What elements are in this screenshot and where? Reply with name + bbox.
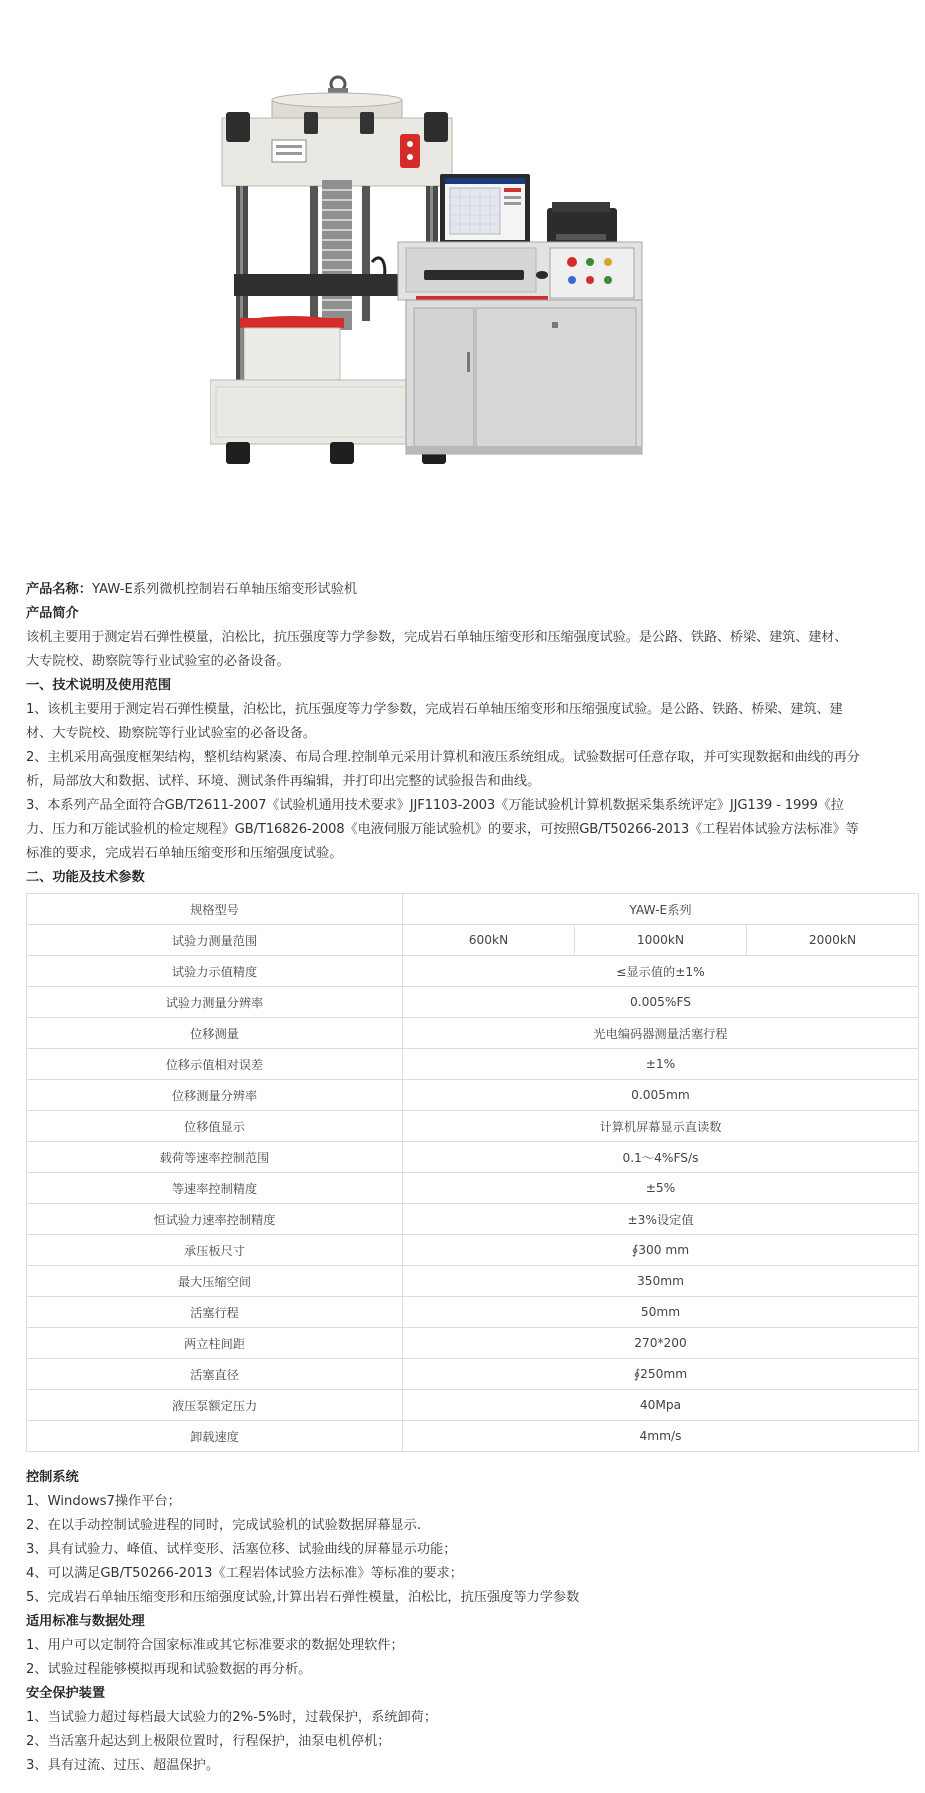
spec-label: 活塞直径	[27, 1359, 403, 1390]
list-item: 2、当活塞升起达到上极限位置时，行程保护，油泵电机停机；	[26, 1734, 391, 1749]
spec-value: ±5%	[403, 1173, 919, 1204]
spec-value: 光电编码器测量活塞行程	[403, 1018, 919, 1049]
list-item: 5、完成岩石单轴压缩变形和压缩强度试验,计算出岩石弹性模量，泊松比，抗压强度等力学参数	[26, 1590, 580, 1605]
product-image	[210, 62, 745, 532]
spec-value: ≤显示值的±1%	[403, 956, 919, 987]
table-row	[27, 1111, 919, 1142]
machine-illustration	[210, 62, 745, 532]
section1-paragraph-line: 标准的要求，完成岩石单轴压缩变形和压缩强度试验。	[26, 846, 343, 861]
table-row	[27, 1266, 919, 1297]
spec-value: 1000kN	[575, 925, 747, 956]
table-row	[27, 1328, 919, 1359]
control-heading: 控制系统	[26, 1470, 79, 1485]
spec-value: 计算机屏幕显示直读数	[403, 1111, 919, 1142]
spec-value: YAW-E系列	[403, 894, 919, 925]
spec-value: ∮250mm	[403, 1359, 919, 1390]
standards-heading: 适用标准与数据处理	[26, 1614, 145, 1629]
list-item: 1、当试验力超过每档最大试验力的2%-5%时，过载保护，系统卸荷；	[26, 1710, 438, 1725]
spec-label: 试验力示值精度	[27, 956, 403, 987]
table-row	[27, 894, 919, 925]
list-item: 4、可以满足GB/T50266-2013《工程岩体试验方法标准》等标准的要求；	[26, 1566, 463, 1581]
table-row	[27, 1018, 919, 1049]
spec-label: 规格型号	[27, 894, 403, 925]
table-row	[27, 987, 919, 1018]
table-row	[27, 1049, 919, 1080]
table-row	[27, 1359, 919, 1390]
spec-value: 270*200	[403, 1328, 919, 1359]
spec-label: 卸载速度	[27, 1421, 403, 1452]
spec-value: 50mm	[403, 1297, 919, 1328]
spec-label: 位移值显示	[27, 1111, 403, 1142]
product-name-label: 产品名称：	[26, 582, 92, 597]
spec-value: 350mm	[403, 1266, 919, 1297]
list-item: 2、在以手动控制试验进程的同时，完成试验机的试验数据屏幕显示.	[26, 1518, 422, 1533]
intro-heading: 产品简介	[26, 606, 79, 621]
list-item: 1、Windows7操作平台；	[26, 1494, 181, 1509]
spec-label: 载荷等速率控制范围	[27, 1142, 403, 1173]
spec-label: 最大压缩空间	[27, 1266, 403, 1297]
section1-paragraph-line: 3、本系列产品全面符合GB/T2611-2007《试验机通用技术要求》JJF1103-2003《万能试验机计算机数据采集系统评定》JJG139 - 1999《拉	[26, 798, 844, 813]
table-row	[27, 1297, 919, 1328]
section1-paragraph-line: 力、压力和万能试验机的检定规程》GB/T16826-2008《电液伺服万能试验机》的要求，可按照GB/T50266-2013《工程岩体试验方法标准》等	[26, 822, 859, 837]
table-row	[27, 1390, 919, 1421]
spec-label: 恒试验力速率控制精度	[27, 1204, 403, 1235]
spec-label: 液压泵额定压力	[27, 1390, 403, 1421]
table-row	[27, 925, 919, 956]
table-row	[27, 1173, 919, 1204]
table-row	[27, 956, 919, 987]
spec-table	[26, 893, 919, 1452]
product-name-line	[26, 578, 919, 602]
spec-value: 0.005%FS	[403, 987, 919, 1018]
spec-label: 两立柱间距	[27, 1328, 403, 1359]
spec-label: 位移测量	[27, 1018, 403, 1049]
section1-paragraph-line: 析，局部放大和数据、试样、环境、测试条件再编辑，并打印出完整的试验报告和曲线。	[26, 774, 541, 789]
spec-label: 位移示值相对误差	[27, 1049, 403, 1080]
product-description	[26, 578, 919, 1778]
section1-paragraph-line: 1、该机主要用于测定岩石弹性模量，泊松比，抗压强度等力学参数，完成岩石单轴压缩变形和压缩强度试验。是公路、铁路、桥梁、建筑、建	[26, 702, 843, 717]
section1-paragraph-line: 材、大专院校、勘察院等行业试验室的必备设备。	[26, 726, 317, 741]
spec-label: 活塞行程	[27, 1297, 403, 1328]
spec-label: 试验力测量范围	[27, 925, 403, 956]
spec-label: 位移测量分辨率	[27, 1080, 403, 1111]
spec-value: 2000kN	[747, 925, 919, 956]
table-row	[27, 1204, 919, 1235]
spec-value: ±3%设定值	[403, 1204, 919, 1235]
section1-paragraph-line: 2、主机采用高强度框架结构，整机结构紧凑、布局合理.控制单元采用计算机和液压系统组成。试验数据可任意存取，并可实现数据和曲线的再分	[26, 750, 860, 765]
spec-label: 试验力测量分辨率	[27, 987, 403, 1018]
spec-value: ±1%	[403, 1049, 919, 1080]
table-row	[27, 1080, 919, 1111]
table-row	[27, 1142, 919, 1173]
table-row	[27, 1421, 919, 1452]
intro-line: 大专院校、勘察院等行业试验室的必备设备。	[26, 654, 290, 669]
spec-value: 0.1～4%FS/s	[403, 1142, 919, 1173]
list-item: 1、用户可以定制符合国家标准或其它标准要求的数据处理软件；	[26, 1638, 404, 1653]
section1-heading: 一、技术说明及使用范围	[26, 678, 172, 693]
intro-line: 该机主要用于测定岩石弹性模量，泊松比，抗压强度等力学参数，完成岩石单轴压缩变形和压缩强度试验。是公路、铁路、桥梁、建筑、建材、	[26, 630, 848, 645]
product-name-value: YAW-E系列微机控制岩石单轴压缩变形试验机	[91, 582, 358, 597]
safety-heading: 安全保护装置	[26, 1686, 106, 1701]
spec-label: 等速率控制精度	[27, 1173, 403, 1204]
list-item: 3、具有试验力、峰值、试样变形、活塞位移、试验曲线的屏幕显示功能；	[26, 1542, 457, 1557]
spec-value: 600kN	[403, 925, 575, 956]
list-item: 2、试验过程能够模拟再现和试验数据的再分析。	[26, 1662, 312, 1677]
table-row	[27, 1235, 919, 1266]
section2-heading: 二、功能及技术参数	[26, 870, 145, 885]
list-item: 3、具有过流、过压、超温保护。	[26, 1758, 220, 1773]
spec-value: 40Mpa	[403, 1390, 919, 1421]
spec-value: ∮300 mm	[403, 1235, 919, 1266]
spec-value: 4mm/s	[403, 1421, 919, 1452]
spec-value: 0.005mm	[403, 1080, 919, 1111]
spec-label: 承压板尺寸	[27, 1235, 403, 1266]
